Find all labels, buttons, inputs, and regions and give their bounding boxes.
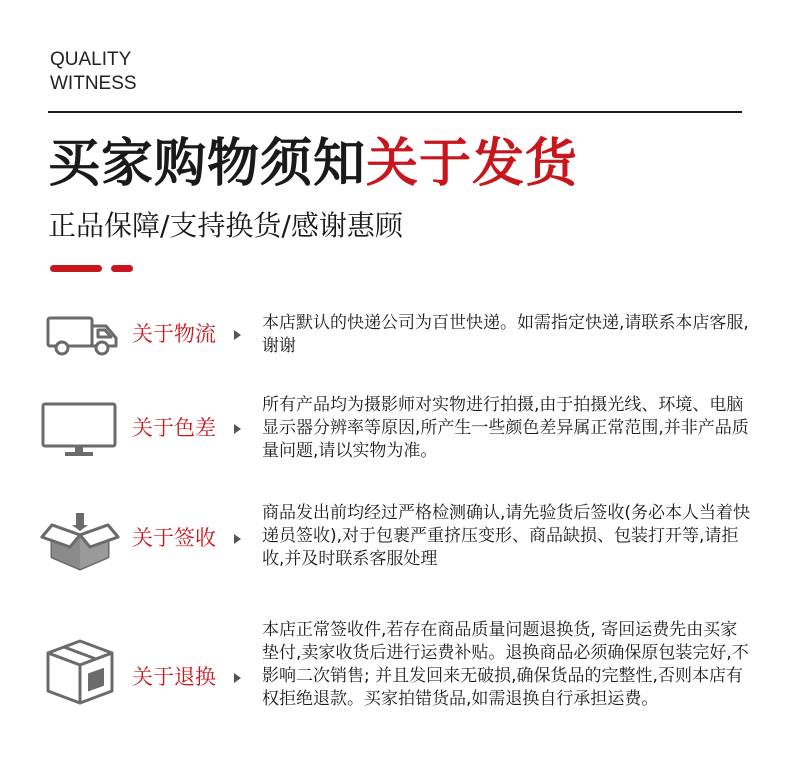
title-black: 买家购物须知 xyxy=(48,134,367,194)
section-text-sign-for: 商品发出前均经过严格检测确认,请先验货后签收(务必本人当着快递员签收),对于包裹严重挤压变形、商品缺损、包装打开等,请拒收,并及时联系客服处理 xyxy=(262,503,751,569)
section-label-logistics: 关于物流 xyxy=(132,322,216,346)
page-title xyxy=(48,132,578,196)
section-label-sign-for: 关于签收 xyxy=(132,526,216,550)
section-label-returns: 关于退换 xyxy=(132,665,216,689)
truck-icon xyxy=(40,310,120,362)
accent-bar-long xyxy=(50,265,102,272)
triangle-right-icon xyxy=(234,424,241,434)
triangle-right-icon xyxy=(234,673,241,683)
header-divider xyxy=(48,111,742,113)
section-text-returns: 本店正常签收件,若存在商品质量问题退换货, 寄回运费先由买家垫付,卖家收货后进行运费补贴。退换商品必须确保原包装完好,不影响二次销售; 并且发回来无破损,确保货品的完整性,否则本店有权拒绝退款。买家拍错货品,如需退换自行承担运费。 xyxy=(262,620,749,709)
monitor-icon xyxy=(40,398,120,462)
title-red: 关于发货 xyxy=(366,134,579,194)
section-label-color: 关于色差 xyxy=(132,416,216,440)
accent-bar-short xyxy=(111,265,133,272)
brand-line-2: WITNESS xyxy=(50,73,137,94)
page-subtitle: 正品保障/支持换货/感谢惠顾 xyxy=(48,209,403,242)
brand-line-1: QUALITY xyxy=(50,49,132,70)
section-text-logistics: 本店默认的快递公司为百世快递。如需指定快递,请联系本店客服,谢谢 xyxy=(262,313,749,356)
section-text-color: 所有产品均为摄影师对实物进行拍摄,由于拍摄光线、环境、电脑显示器分辨率等原因,所产生一些颜色差异属正常范围,并非产品质量问题,请以实物为准。 xyxy=(262,395,749,461)
triangle-right-icon xyxy=(234,534,241,544)
open-box-icon xyxy=(40,499,122,577)
brand-logo-text xyxy=(50,48,137,96)
package-icon xyxy=(40,637,120,713)
triangle-right-icon xyxy=(234,330,241,340)
